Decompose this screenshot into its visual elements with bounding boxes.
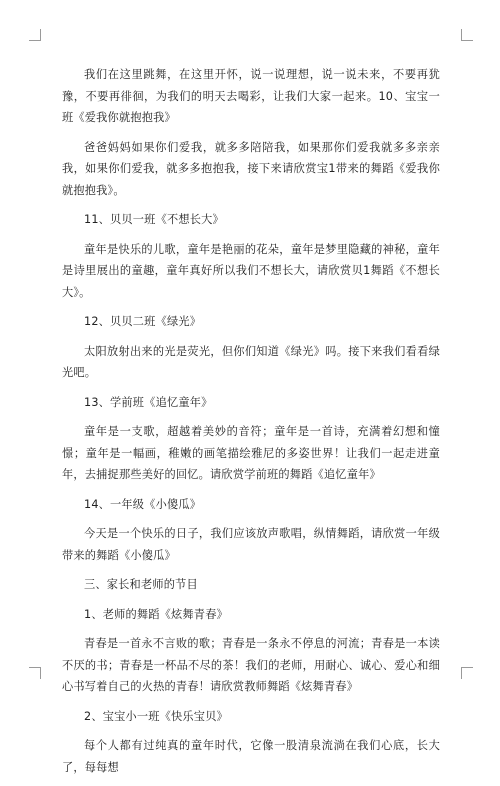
heading-program-14: 14、一年级《小傻瓜》 — [84, 497, 202, 511]
crop-mark-top-left — [29, 29, 41, 41]
paragraph-little-fool: 今天是一个快乐的日子，我们应该放声歌唱，纵情舞蹈，请欣赏一年级带来的舞蹈《小傻瓜》 — [62, 527, 440, 562]
paragraph-dance-intro: 我们在这里跳舞，在这里开怀，说一说理想，说一说未来，不要再犹豫，不要再徘徊，为我们的明天去喝彩，让我们大家一起来。10、宝宝一班《爱我你就抱抱我》 — [62, 68, 440, 124]
paragraph-green-light: 太阳放射出来的光是荧光，但你们知道《绿光》吗。接下来我们看看绿光吧。 — [62, 344, 440, 379]
heading-program-12: 12、贝贝二班《绿光》 — [84, 315, 202, 328]
crop-mark-top-right — [461, 29, 473, 41]
heading-happy-baby: 2、宝宝小一班《快乐宝贝》 — [84, 709, 228, 723]
heading-teacher-dance: 1、老师的舞蹈《炫舞青春》 — [84, 607, 228, 621]
paragraph-dont-want-grow-up: 童年是快乐的儿歌，童年是艳丽的花朵，童年是梦里隐藏的神秘，童年是诗里展出的童趣，童年真好所以我们不想长大，请欣赏贝1舞蹈《不想长大》。 — [62, 242, 440, 299]
document-body — [62, 64, 440, 786]
heading-program-13: 13、学前班《追忆童年》 — [84, 395, 213, 409]
paragraph-youth: 青春是一首永不言败的歌；青春是一条永不停息的河流；青春是一本读不厌的书；青春是一杯品不尽的茶！我们的老师，用耐心、诚心、爱心和细心书写着自己的火热的青春！请欣赏教师舞蹈《炫舞青春》 — [62, 637, 440, 693]
paragraph-childhood-spring: 每个人都有过纯真的童年时代，它像一股清泉流淌在我们心底，长大了，每每想 — [62, 739, 440, 774]
heading-section-3: 三、家长和老师的节目 — [84, 578, 198, 591]
crop-mark-bottom-left — [29, 667, 41, 679]
paragraph-childhood-memory: 童年是一支歌，超越着美妙的音符；童年是一首诗，充满着幻想和憧憬；童年是一幅画，稚嫩的画笔描绘雅尼的多姿世界！让我们一起走进童年，去捕捉那些美好的回忆。请欣赏学前班的舞蹈《追忆童年》 — [62, 425, 440, 481]
heading-program-11: 11、贝贝一班《不想长大》 — [84, 213, 224, 226]
crop-mark-bottom-right — [461, 667, 473, 679]
paragraph-hug-me: 爸爸妈妈如果你们爱我，就多多陪陪我，如果那你们爱我就多多亲亲我，如果你们爱我，就多多抱抱我，接下来请欣赏宝1带来的舞蹈《爱我你就抱抱我》。 — [62, 140, 440, 197]
